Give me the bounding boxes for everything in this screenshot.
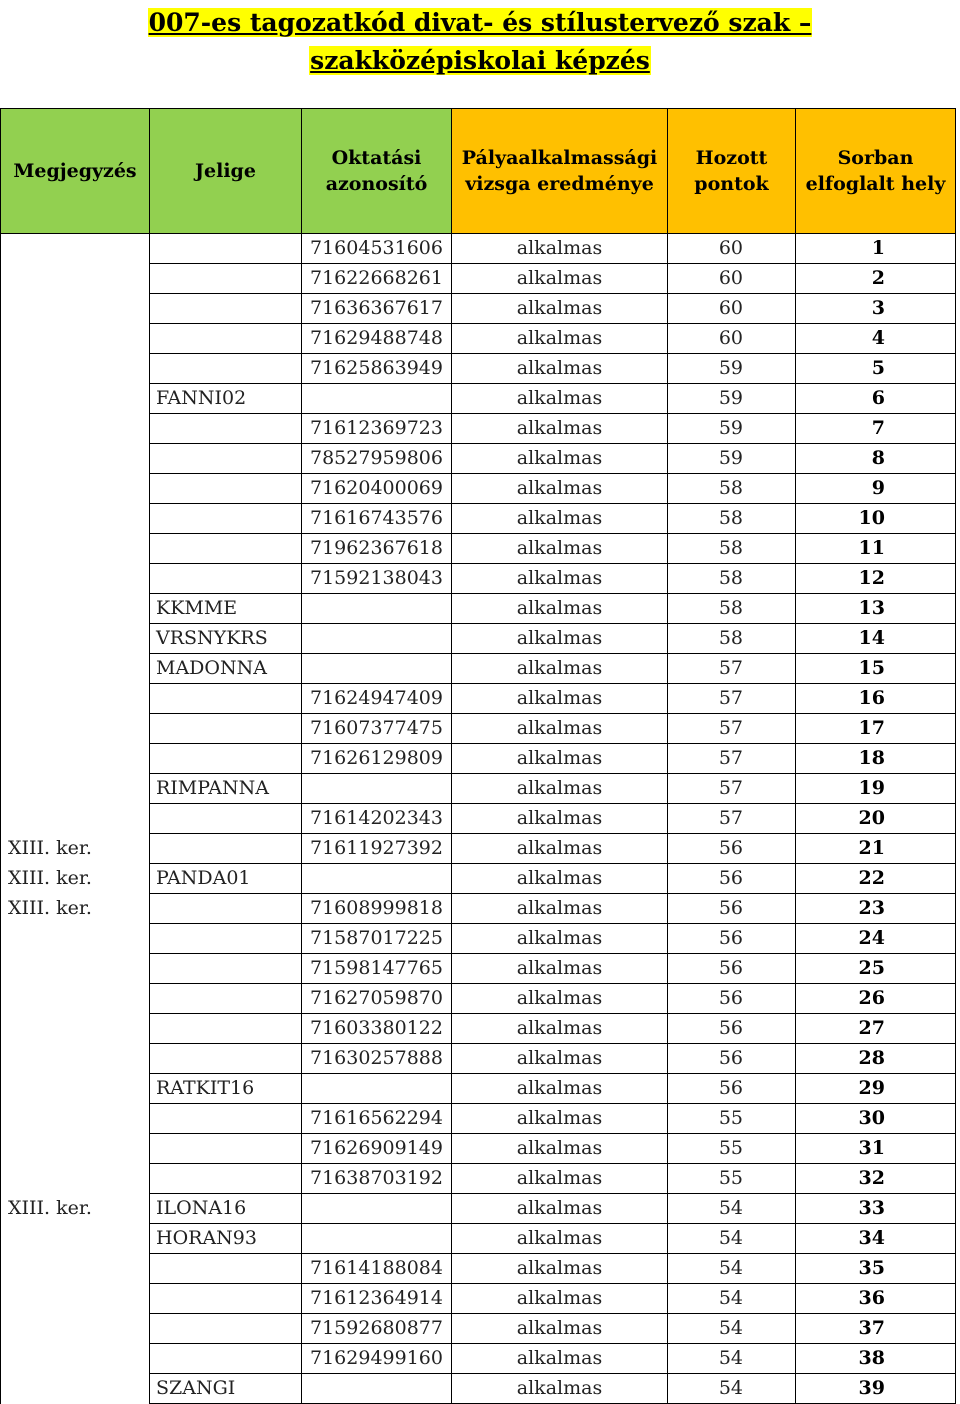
cell-oktatasi-azonosito: 71616562294 [302, 1104, 452, 1134]
table-row [1, 1044, 956, 1074]
cell-vizsga-eredmenye: alkalmas [452, 324, 668, 354]
table-row [1, 1344, 956, 1374]
cell-oktatasi-azonosito: 71626909149 [302, 1134, 452, 1164]
table-row [1, 324, 956, 354]
cell-jelige: ILONA16 [150, 1194, 302, 1224]
cell-jelige [150, 954, 302, 984]
cell-vizsga-eredmenye: alkalmas [452, 234, 668, 264]
cell-jelige: HORAN93 [150, 1224, 302, 1254]
cell-megjegyzes [1, 1374, 150, 1404]
cell-megjegyzes [1, 294, 150, 324]
table-row [1, 1314, 956, 1344]
table-row [1, 804, 956, 834]
cell-hozott-pontok: 58 [668, 624, 796, 654]
cell-vizsga-eredmenye: alkalmas [452, 1254, 668, 1284]
cell-jelige [150, 1164, 302, 1194]
cell-vizsga-eredmenye: alkalmas [452, 1314, 668, 1344]
cell-jelige [150, 924, 302, 954]
table-row [1, 654, 956, 684]
cell-sorban-elfoglalt-hely: 23 [796, 894, 956, 924]
cell-vizsga-eredmenye: alkalmas [452, 834, 668, 864]
cell-sorban-elfoglalt-hely: 34 [796, 1224, 956, 1254]
table-row [1, 1134, 956, 1164]
cell-sorban-elfoglalt-hely: 28 [796, 1044, 956, 1074]
cell-hozott-pontok: 55 [668, 1164, 796, 1194]
cell-jelige [150, 444, 302, 474]
cell-vizsga-eredmenye: alkalmas [452, 714, 668, 744]
cell-megjegyzes [1, 1014, 150, 1044]
cell-megjegyzes [1, 744, 150, 774]
cell-oktatasi-azonosito: 71620400069 [302, 474, 452, 504]
cell-sorban-elfoglalt-hely: 11 [796, 534, 956, 564]
cell-oktatasi-azonosito: 71614202343 [302, 804, 452, 834]
cell-oktatasi-azonosito: 71592680877 [302, 1314, 452, 1344]
cell-vizsga-eredmenye: alkalmas [452, 1074, 668, 1104]
table-row [1, 504, 956, 534]
cell-oktatasi-azonosito: 71608999818 [302, 894, 452, 924]
cell-megjegyzes [1, 264, 150, 294]
cell-hozott-pontok: 57 [668, 654, 796, 684]
cell-sorban-elfoglalt-hely: 27 [796, 1014, 956, 1044]
cell-vizsga-eredmenye: alkalmas [452, 474, 668, 504]
cell-sorban-elfoglalt-hely: 13 [796, 594, 956, 624]
cell-hozott-pontok: 54 [668, 1224, 796, 1254]
cell-hozott-pontok: 57 [668, 744, 796, 774]
cell-sorban-elfoglalt-hely: 18 [796, 744, 956, 774]
table-body [1, 234, 956, 1404]
cell-vizsga-eredmenye: alkalmas [452, 354, 668, 384]
cell-megjegyzes [1, 1224, 150, 1254]
cell-jelige [150, 354, 302, 384]
cell-jelige [150, 804, 302, 834]
table-row [1, 894, 956, 924]
cell-sorban-elfoglalt-hely: 36 [796, 1284, 956, 1314]
cell-vizsga-eredmenye: alkalmas [452, 1134, 668, 1164]
cell-sorban-elfoglalt-hely: 2 [796, 264, 956, 294]
cell-hozott-pontok: 56 [668, 954, 796, 984]
cell-vizsga-eredmenye: alkalmas [452, 444, 668, 474]
cell-vizsga-eredmenye: alkalmas [452, 804, 668, 834]
cell-sorban-elfoglalt-hely: 25 [796, 954, 956, 984]
cell-hozott-pontok: 54 [668, 1374, 796, 1404]
table-row [1, 984, 956, 1014]
cell-megjegyzes: XIII. ker. [1, 864, 150, 894]
cell-oktatasi-azonosito [302, 594, 452, 624]
table-row [1, 1074, 956, 1104]
cell-oktatasi-azonosito: 71962367618 [302, 534, 452, 564]
cell-sorban-elfoglalt-hely: 26 [796, 984, 956, 1014]
cell-megjegyzes: XIII. ker. [1, 834, 150, 864]
cell-megjegyzes [1, 234, 150, 264]
cell-sorban-elfoglalt-hely: 3 [796, 294, 956, 324]
cell-jelige: KKMME [150, 594, 302, 624]
cell-jelige [150, 1134, 302, 1164]
cell-megjegyzes [1, 1254, 150, 1284]
cell-vizsga-eredmenye: alkalmas [452, 1374, 668, 1404]
cell-hozott-pontok: 59 [668, 444, 796, 474]
cell-hozott-pontok: 60 [668, 234, 796, 264]
cell-sorban-elfoglalt-hely: 22 [796, 864, 956, 894]
cell-jelige [150, 1044, 302, 1074]
cell-megjegyzes [1, 774, 150, 804]
cell-oktatasi-azonosito: 71638703192 [302, 1164, 452, 1194]
cell-oktatasi-azonosito [302, 864, 452, 894]
cell-sorban-elfoglalt-hely: 24 [796, 924, 956, 954]
cell-sorban-elfoglalt-hely: 19 [796, 774, 956, 804]
cell-vizsga-eredmenye: alkalmas [452, 744, 668, 774]
cell-megjegyzes [1, 1284, 150, 1314]
table-row [1, 1254, 956, 1284]
cell-vizsga-eredmenye: alkalmas [452, 534, 668, 564]
cell-hozott-pontok: 59 [668, 354, 796, 384]
table-header-row [1, 109, 956, 234]
cell-vizsga-eredmenye: alkalmas [452, 594, 668, 624]
cell-oktatasi-azonosito: 71636367617 [302, 294, 452, 324]
cell-hozott-pontok: 58 [668, 504, 796, 534]
cell-oktatasi-azonosito [302, 1224, 452, 1254]
cell-jelige [150, 234, 302, 264]
cell-vizsga-eredmenye: alkalmas [452, 774, 668, 804]
header-hozott-pontok: Hozott pontok [668, 109, 796, 234]
table-row [1, 1164, 956, 1194]
cell-vizsga-eredmenye: alkalmas [452, 654, 668, 684]
table-row [1, 414, 956, 444]
cell-vizsga-eredmenye: alkalmas [452, 954, 668, 984]
cell-megjegyzes [1, 1074, 150, 1104]
cell-sorban-elfoglalt-hely: 1 [796, 234, 956, 264]
cell-vizsga-eredmenye: alkalmas [452, 564, 668, 594]
cell-sorban-elfoglalt-hely: 6 [796, 384, 956, 414]
cell-hozott-pontok: 58 [668, 594, 796, 624]
cell-megjegyzes [1, 714, 150, 744]
cell-oktatasi-azonosito [302, 654, 452, 684]
cell-vizsga-eredmenye: alkalmas [452, 414, 668, 444]
cell-jelige [150, 1284, 302, 1314]
cell-jelige [150, 684, 302, 714]
table-row [1, 294, 956, 324]
cell-hozott-pontok: 54 [668, 1254, 796, 1284]
cell-jelige: RATKIT16 [150, 1074, 302, 1104]
cell-sorban-elfoglalt-hely: 33 [796, 1194, 956, 1224]
cell-oktatasi-azonosito: 71629499160 [302, 1344, 452, 1374]
cell-jelige [150, 324, 302, 354]
cell-sorban-elfoglalt-hely: 7 [796, 414, 956, 444]
cell-sorban-elfoglalt-hely: 38 [796, 1344, 956, 1374]
table-row [1, 594, 956, 624]
cell-vizsga-eredmenye: alkalmas [452, 1104, 668, 1134]
cell-megjegyzes [1, 1104, 150, 1134]
cell-megjegyzes [1, 1344, 150, 1374]
cell-megjegyzes [1, 534, 150, 564]
cell-oktatasi-azonosito: 71625863949 [302, 354, 452, 384]
cell-megjegyzes [1, 984, 150, 1014]
cell-vizsga-eredmenye: alkalmas [452, 294, 668, 324]
table-row [1, 774, 956, 804]
cell-jelige [150, 474, 302, 504]
cell-oktatasi-azonosito [302, 1374, 452, 1404]
cell-vizsga-eredmenye: alkalmas [452, 1284, 668, 1314]
cell-sorban-elfoglalt-hely: 9 [796, 474, 956, 504]
cell-hozott-pontok: 57 [668, 684, 796, 714]
cell-hozott-pontok: 56 [668, 894, 796, 924]
cell-hozott-pontok: 54 [668, 1344, 796, 1374]
cell-vizsga-eredmenye: alkalmas [452, 384, 668, 414]
cell-jelige: SZANGI [150, 1374, 302, 1404]
header-oktatasi-azonosito: Oktatási azonosító [302, 109, 452, 234]
cell-hozott-pontok: 59 [668, 414, 796, 444]
cell-jelige [150, 1314, 302, 1344]
table-row [1, 354, 956, 384]
cell-hozott-pontok: 56 [668, 1044, 796, 1074]
cell-jelige [150, 504, 302, 534]
table-row [1, 1224, 956, 1254]
cell-hozott-pontok: 56 [668, 834, 796, 864]
cell-sorban-elfoglalt-hely: 12 [796, 564, 956, 594]
cell-oktatasi-azonosito: 71624947409 [302, 684, 452, 714]
cell-oktatasi-azonosito: 71614188084 [302, 1254, 452, 1284]
cell-sorban-elfoglalt-hely: 21 [796, 834, 956, 864]
cell-jelige [150, 744, 302, 774]
cell-megjegyzes [1, 1044, 150, 1074]
cell-oktatasi-azonosito: 71604531606 [302, 234, 452, 264]
table-row [1, 264, 956, 294]
cell-jelige [150, 534, 302, 564]
cell-hozott-pontok: 58 [668, 474, 796, 504]
table-row [1, 564, 956, 594]
cell-hozott-pontok: 59 [668, 384, 796, 414]
cell-hozott-pontok: 56 [668, 1074, 796, 1104]
cell-vizsga-eredmenye: alkalmas [452, 1224, 668, 1254]
cell-sorban-elfoglalt-hely: 39 [796, 1374, 956, 1404]
cell-sorban-elfoglalt-hely: 35 [796, 1254, 956, 1284]
table-row [1, 1374, 956, 1404]
cell-oktatasi-azonosito: 71612369723 [302, 414, 452, 444]
cell-megjegyzes [1, 954, 150, 984]
table-row [1, 384, 956, 414]
cell-hozott-pontok: 57 [668, 804, 796, 834]
cell-vizsga-eredmenye: alkalmas [452, 684, 668, 714]
cell-hozott-pontok: 54 [668, 1284, 796, 1314]
table-row [1, 534, 956, 564]
cell-sorban-elfoglalt-hely: 17 [796, 714, 956, 744]
cell-vizsga-eredmenye: alkalmas [452, 984, 668, 1014]
cell-jelige [150, 1104, 302, 1134]
cell-vizsga-eredmenye: alkalmas [452, 1044, 668, 1074]
cell-megjegyzes [1, 924, 150, 954]
cell-sorban-elfoglalt-hely: 29 [796, 1074, 956, 1104]
table-row [1, 744, 956, 774]
cell-megjegyzes [1, 654, 150, 684]
cell-vizsga-eredmenye: alkalmas [452, 864, 668, 894]
table-row [1, 714, 956, 744]
cell-oktatasi-azonosito: 71611927392 [302, 834, 452, 864]
cell-megjegyzes [1, 384, 150, 414]
ranking-table [0, 108, 956, 1404]
table-row [1, 234, 956, 264]
cell-hozott-pontok: 60 [668, 294, 796, 324]
cell-megjegyzes [1, 564, 150, 594]
cell-vizsga-eredmenye: alkalmas [452, 1164, 668, 1194]
cell-megjegyzes [1, 354, 150, 384]
cell-hozott-pontok: 55 [668, 1104, 796, 1134]
cell-jelige [150, 564, 302, 594]
cell-oktatasi-azonosito: 71616743576 [302, 504, 452, 534]
cell-jelige [150, 1254, 302, 1284]
cell-sorban-elfoglalt-hely: 5 [796, 354, 956, 384]
cell-megjegyzes [1, 444, 150, 474]
table-row [1, 624, 956, 654]
cell-oktatasi-azonosito: 71592138043 [302, 564, 452, 594]
cell-sorban-elfoglalt-hely: 15 [796, 654, 956, 684]
cell-megjegyzes [1, 474, 150, 504]
cell-vizsga-eredmenye: alkalmas [452, 504, 668, 534]
cell-sorban-elfoglalt-hely: 14 [796, 624, 956, 654]
cell-oktatasi-azonosito: 71603380122 [302, 1014, 452, 1044]
cell-megjegyzes [1, 414, 150, 444]
cell-hozott-pontok: 58 [668, 534, 796, 564]
table-row [1, 834, 956, 864]
cell-megjegyzes [1, 324, 150, 354]
cell-sorban-elfoglalt-hely: 30 [796, 1104, 956, 1134]
cell-oktatasi-azonosito [302, 1194, 452, 1224]
cell-jelige [150, 714, 302, 744]
cell-megjegyzes [1, 624, 150, 654]
cell-jelige: FANNI02 [150, 384, 302, 414]
cell-hozott-pontok: 57 [668, 714, 796, 744]
cell-jelige: RIMPANNA [150, 774, 302, 804]
cell-jelige: PANDA01 [150, 864, 302, 894]
table-row [1, 954, 956, 984]
header-vizsga-eredmenye: Pályaalkalmassági vizsga eredménye [452, 109, 668, 234]
cell-jelige [150, 1014, 302, 1044]
cell-jelige [150, 894, 302, 924]
cell-megjegyzes: XIII. ker. [1, 1194, 150, 1224]
cell-megjegyzes [1, 804, 150, 834]
cell-hozott-pontok: 55 [668, 1134, 796, 1164]
cell-sorban-elfoglalt-hely: 37 [796, 1314, 956, 1344]
cell-hozott-pontok: 54 [668, 1194, 796, 1224]
table-row [1, 1104, 956, 1134]
cell-oktatasi-azonosito: 71626129809 [302, 744, 452, 774]
cell-oktatasi-azonosito: 71622668261 [302, 264, 452, 294]
cell-hozott-pontok: 54 [668, 1314, 796, 1344]
cell-jelige [150, 264, 302, 294]
cell-jelige: VRSNYKRS [150, 624, 302, 654]
cell-hozott-pontok: 56 [668, 984, 796, 1014]
cell-sorban-elfoglalt-hely: 32 [796, 1164, 956, 1194]
cell-oktatasi-azonosito [302, 624, 452, 654]
cell-sorban-elfoglalt-hely: 4 [796, 324, 956, 354]
cell-vizsga-eredmenye: alkalmas [452, 924, 668, 954]
cell-megjegyzes [1, 1164, 150, 1194]
cell-hozott-pontok: 56 [668, 924, 796, 954]
cell-hozott-pontok: 56 [668, 1014, 796, 1044]
cell-hozott-pontok: 58 [668, 564, 796, 594]
table-row [1, 444, 956, 474]
header-megjegyzes: Megjegyzés [1, 109, 150, 234]
cell-jelige [150, 294, 302, 324]
cell-vizsga-eredmenye: alkalmas [452, 1194, 668, 1224]
table-row [1, 1284, 956, 1314]
cell-oktatasi-azonosito: 78527959806 [302, 444, 452, 474]
cell-hozott-pontok: 60 [668, 324, 796, 354]
cell-oktatasi-azonosito: 71598147765 [302, 954, 452, 984]
page-title-line-1: 007-es tagozatkód divat- és stílustervező szak – [148, 8, 812, 37]
cell-vizsga-eredmenye: alkalmas [452, 624, 668, 654]
cell-hozott-pontok: 60 [668, 264, 796, 294]
cell-sorban-elfoglalt-hely: 16 [796, 684, 956, 714]
cell-sorban-elfoglalt-hely: 20 [796, 804, 956, 834]
cell-jelige [150, 984, 302, 1014]
cell-oktatasi-azonosito: 71627059870 [302, 984, 452, 1014]
cell-jelige: MADONNA [150, 654, 302, 684]
table-row [1, 1194, 956, 1224]
cell-megjegyzes [1, 594, 150, 624]
table-row [1, 684, 956, 714]
cell-hozott-pontok: 57 [668, 774, 796, 804]
cell-jelige [150, 414, 302, 444]
table-row [1, 1014, 956, 1044]
cell-vizsga-eredmenye: alkalmas [452, 264, 668, 294]
page-title-line-2: szakközépiskolai képzés [310, 46, 650, 75]
cell-oktatasi-azonosito: 71612364914 [302, 1284, 452, 1314]
cell-oktatasi-azonosito: 71587017225 [302, 924, 452, 954]
cell-sorban-elfoglalt-hely: 31 [796, 1134, 956, 1164]
cell-oktatasi-azonosito [302, 1074, 452, 1104]
cell-megjegyzes [1, 1134, 150, 1164]
table-row [1, 924, 956, 954]
cell-megjegyzes [1, 1314, 150, 1344]
table-row [1, 864, 956, 894]
cell-megjegyzes [1, 504, 150, 534]
cell-hozott-pontok: 56 [668, 864, 796, 894]
cell-oktatasi-azonosito: 71630257888 [302, 1044, 452, 1074]
cell-oktatasi-azonosito: 71607377475 [302, 714, 452, 744]
table-row [1, 474, 956, 504]
header-jelige: Jelige [150, 109, 302, 234]
cell-jelige [150, 834, 302, 864]
cell-vizsga-eredmenye: alkalmas [452, 894, 668, 924]
cell-vizsga-eredmenye: alkalmas [452, 1344, 668, 1374]
header-sorban-elfoglalt-hely: Sorban elfoglalt hely [796, 109, 956, 234]
cell-vizsga-eredmenye: alkalmas [452, 1014, 668, 1044]
cell-sorban-elfoglalt-hely: 8 [796, 444, 956, 474]
cell-megjegyzes: XIII. ker. [1, 894, 150, 924]
cell-megjegyzes [1, 684, 150, 714]
cell-jelige [150, 1344, 302, 1374]
cell-oktatasi-azonosito: 71629488748 [302, 324, 452, 354]
cell-sorban-elfoglalt-hely: 10 [796, 504, 956, 534]
cell-oktatasi-azonosito [302, 384, 452, 414]
cell-oktatasi-azonosito [302, 774, 452, 804]
